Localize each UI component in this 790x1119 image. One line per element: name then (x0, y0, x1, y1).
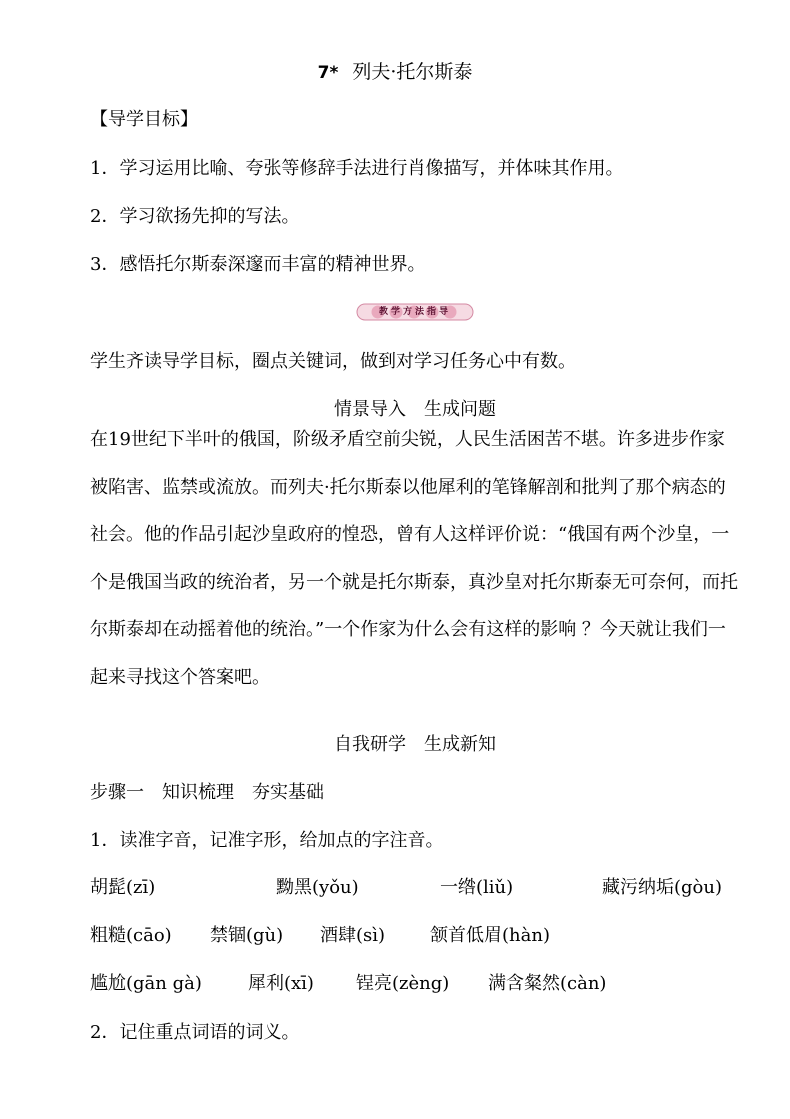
goals-heading: 【导学目标】 (90, 109, 198, 130)
goal-item: 3．感悟托尔斯泰深邃而丰富的精神世界。 (90, 254, 426, 275)
teaching-method-badge (356, 302, 474, 322)
pinyin-item: 尴尬(gān gà) (90, 973, 202, 994)
section-heading-intro: 情景导入 生成问题 (334, 399, 496, 420)
goal-item: 2．学习欲扬先抑的写法。 (90, 206, 300, 227)
pinyin-item: 锃亮(zèng) (356, 973, 450, 994)
pinyin-item: 酒肆(sì) (320, 925, 386, 946)
lesson-number: 7* (317, 63, 339, 83)
task-one: 1．读准字音，记准字形，给加点的字注音。 (90, 830, 444, 851)
section-heading-selfstudy: 自我研学 生成新知 (334, 734, 496, 755)
pinyin-item: 犀利(xī) (248, 973, 314, 994)
pinyin-item: 禁锢(gù) (210, 925, 284, 946)
method-text: 学生齐读导学目标，圈点关键词，做到对学习任务心中有数。 (90, 351, 576, 372)
intro-paragraph-text: 在19世纪下半叶的俄国，阶级矛盾空前尖锐，人民生活困苦不堪。许多进步作家被陷害、监禁或流放。而列夫·托尔斯泰以他犀利的笔锋解剖和批判了那个病态的社会。他的作品引起沙皇政府的惶恐，曾有人这样评价说：“俄国有两个沙皇，一个是俄国当政的统治者，另一个就是托尔斯泰，真沙皇对托尔斯泰无可奈何，而托尔斯泰却在动摇着他的统治。”一个作家为什么会有这样的影响 ？今天就让我们一起来寻找这个答案吧。 (90, 429, 738, 688)
lesson-title-text: 列夫·托尔斯泰 (352, 61, 473, 83)
pinyin-item: 胡髭(zī) (90, 877, 156, 898)
pinyin-item: 藏污纳垢(gòu) (602, 877, 722, 898)
task-two: 2．记住重点词语的词义。 (90, 1022, 300, 1043)
pinyin-item: 满含粲然(càn) (488, 973, 607, 994)
pinyin-item: 一绺(liǔ) (440, 877, 514, 898)
pinyin-item: 黝黑(yǒu) (276, 877, 359, 898)
lesson-title (0, 60, 790, 85)
pinyin-item: 颔首低眉(hàn) (430, 925, 550, 946)
pinyin-item: 粗糙(cāo) (90, 925, 172, 946)
intro-paragraph (90, 416, 740, 702)
step-one-heading: 步骤一 知识梳理 夯实基础 (90, 782, 324, 803)
badge-label: 教学方法指导 (378, 307, 451, 317)
goal-item: 1．学习运用比喻、夸张等修辞手法进行肖像描写，并体味其作用。 (90, 158, 624, 179)
